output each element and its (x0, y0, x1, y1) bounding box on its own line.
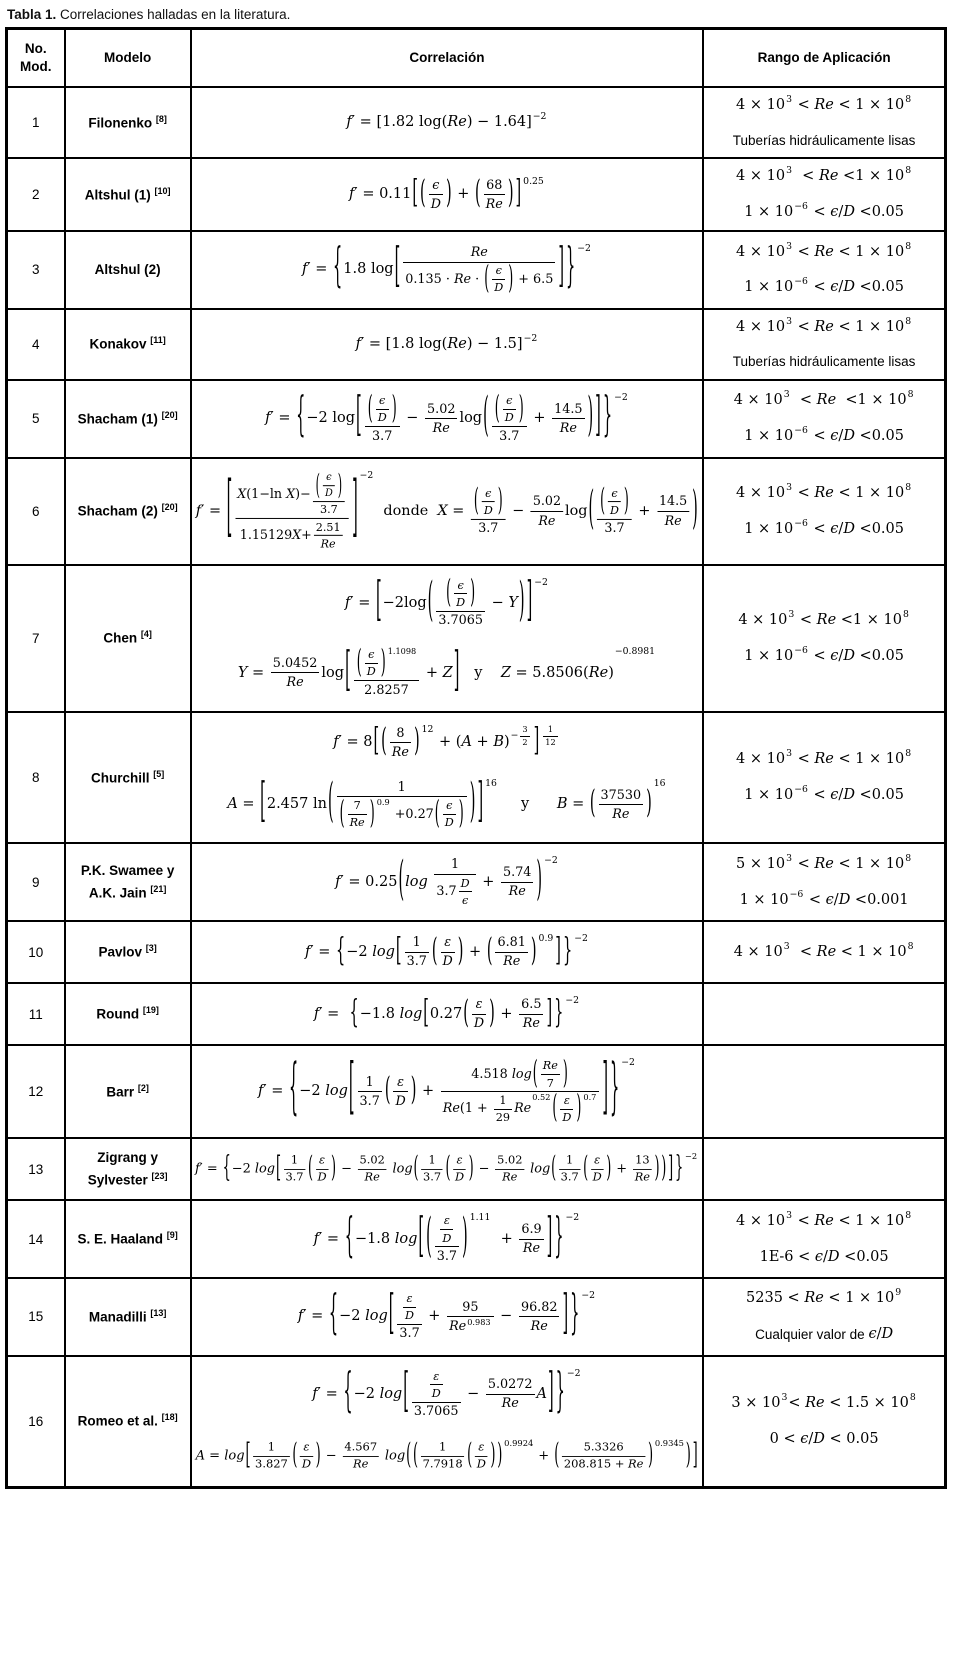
reference-superscript: [18] (161, 1412, 178, 1423)
reference-superscript: [23] (151, 1171, 168, 1182)
range-line: 1 × 10 −6 < ϵ/D <0.05 (744, 201, 904, 221)
cell-correlation (191, 231, 704, 309)
cell-application-range (703, 843, 945, 921)
range-line: 4 × 10 3 < Re <1 × 10 8 (738, 608, 909, 628)
cell-application-range (703, 158, 945, 231)
model-name-line: Shacham (1) [20] (77, 409, 178, 427)
range-line: 1 × 10 −6 < ϵ/D <0.05 (744, 425, 904, 445)
table-row (7, 921, 946, 983)
header-rango: Rango de Aplicación (703, 29, 945, 88)
range-line: 1 × 10 −6 < ϵ/D <0.05 (744, 276, 904, 296)
cell-model-number: 12 (7, 1045, 65, 1138)
cell-model-name (65, 158, 191, 231)
cell-correlation (191, 843, 704, 921)
cell-application-range (703, 983, 945, 1045)
cell-application-range (703, 87, 945, 158)
cell-model-number: 10 (7, 921, 65, 983)
table-row (7, 231, 946, 309)
formula-line: f′ = 0.25 ( log 1 3.7 D ϵ + 5.74 Re ) −2 (335, 855, 558, 907)
cell-application-range (703, 309, 945, 380)
cell-model-number: 3 (7, 231, 65, 309)
reference-superscript: [19] (142, 1005, 159, 1016)
model-name-line: Romeo et al. [18] (77, 1412, 178, 1429)
cell-correlation (191, 1356, 704, 1488)
range-line: Cualquier valor de ϵ/D (755, 1326, 894, 1343)
model-name-line: P.K. Swamee y (80, 862, 175, 878)
table-row (7, 1356, 946, 1488)
reference-superscript: [5] (153, 768, 165, 779)
table-row (7, 565, 946, 712)
cell-application-range (703, 921, 945, 983)
model-name-line: A.K. Jain [21] (88, 883, 167, 901)
cell-model-name (65, 712, 191, 844)
reference-superscript: [20] (161, 502, 178, 513)
header-modelo: Modelo (65, 29, 191, 88)
cell-model-number: 2 (7, 158, 65, 231)
range-line: 4 × 10 3 < Re < 1 × 10 8 (736, 1209, 912, 1229)
range-line: 0 < ϵ/D < 0.05 (769, 1430, 879, 1447)
model-name-line: Manadilli [13] (88, 1307, 167, 1325)
reference-superscript: [13] (150, 1307, 167, 1318)
reference-superscript: [10] (154, 185, 171, 196)
cell-application-range (703, 1200, 945, 1278)
cell-application-range (703, 231, 945, 309)
table-row (7, 458, 946, 565)
model-name-line: Chen [4] (103, 629, 152, 646)
cell-model-name (65, 1200, 191, 1278)
cell-application-range (703, 1356, 945, 1488)
model-name-line: Pavlov [3] (98, 943, 157, 960)
formula-line: f′ = [1.8 log (Re) − 1.5] −2 (355, 332, 538, 352)
cell-model-name (65, 1138, 191, 1200)
formula-line: f′ = { −2 log [ ε D 3.7 + 95 Re 0.983 − 96.82 Re ] } −2 (297, 1289, 596, 1342)
table-row (7, 380, 946, 458)
cell-model-number: 5 (7, 380, 65, 458)
table-row (7, 1200, 946, 1278)
model-name-line: Altshul (1) [10] (84, 185, 171, 203)
header-row (7, 29, 946, 88)
cell-model-name (65, 983, 191, 1045)
formula-line: f′ = 8 [ ( 8 Re ) 12 + (A + B) − 3 2 ] 1 12 (333, 723, 556, 760)
range-line: 1 × 10 −6 < ϵ/D <0.05 (744, 784, 904, 804)
range-line: 4 × 10 3 < Re < 1 × 10 8 (736, 481, 912, 501)
formula-line: f′ = { −2 log [ 1 3.7 ( ε D ) + 4.518 log ( Re 7 ) Re(1 + 1 29 Re 0.52 ( ε D ) 0.7 ] } −2 (257, 1055, 635, 1128)
range-line: 4 × 10 3 < Re < 1 × 10 8 (736, 94, 912, 113)
range-line: 4 × 10 3 < Re < 1 × 10 8 (733, 940, 914, 960)
reference-superscript: [2] (137, 1082, 149, 1093)
reference-superscript: [8] (155, 113, 167, 124)
cell-model-number: 8 (7, 712, 65, 844)
cell-model-name (65, 565, 191, 712)
model-name-line: S. E. Haaland [9] (77, 1230, 178, 1247)
table-row (7, 983, 946, 1045)
range-line: 4 × 10 3 < Re < 1 × 10 8 (736, 315, 912, 335)
cell-application-range (703, 712, 945, 844)
cell-correlation (191, 87, 704, 158)
cell-model-number: 9 (7, 843, 65, 921)
cell-model-number: 4 (7, 309, 65, 380)
range-line: Tuberías hidráulicamente lisas (732, 132, 916, 148)
cell-model-number: 14 (7, 1200, 65, 1278)
model-name-line: Barr [2] (106, 1082, 149, 1100)
cell-model-number: 13 (7, 1138, 65, 1200)
table-row (7, 843, 946, 921)
range-line: 1 × 10 −6 < ϵ/D <0.05 (744, 517, 904, 537)
cell-model-number: 15 (7, 1278, 65, 1356)
formula-line: f′ = [ X(1− ln X)− ( ϵ D ) 3.7 1.15129X+ 2.51 Re ] −2 donde X = ( ϵ D ) 3.7 − 5.02 Re log ( ( ϵ D ) 3.7 + 14.5 Re ) (195, 468, 698, 551)
table-row (7, 1278, 946, 1356)
caption-label: Tabla 1. (7, 7, 57, 22)
cell-model-number: 16 (7, 1356, 65, 1488)
reference-superscript: [20] (161, 409, 178, 420)
cell-model-name (65, 458, 191, 565)
cell-model-name (65, 231, 191, 309)
cell-model-number: 7 (7, 565, 65, 712)
cell-correlation (191, 1138, 704, 1200)
range-line: 1 E -6 < ϵ/D <0.05 (759, 1248, 889, 1265)
reference-superscript: [9] (166, 1230, 178, 1241)
caption-text: Correlaciones halladas en la literatura. (56, 7, 291, 22)
range-line: 3 × 10 3 < Re < 1.5 × 10 8 (731, 1392, 916, 1411)
cell-correlation (191, 565, 704, 712)
table-row (7, 712, 946, 844)
table-caption (7, 7, 949, 22)
range-line: 4 × 10 3 < Re <1 × 10 8 (736, 165, 912, 185)
cell-model-name (65, 380, 191, 458)
formula-line: f′ = { −1.8 log [ ( ε D 3.7 ) 1.11 + 6.9 Re ] } −2 (313, 1212, 580, 1264)
table-row (7, 1138, 946, 1200)
cell-application-range (703, 565, 945, 712)
table-header (7, 29, 946, 88)
range-line: 5235 < Re < 1 × 10 9 (746, 1287, 902, 1307)
formula-line: A = log [ 1 3.827 ( ε D ) − 4.567 Re log ( ( 1 7.7918 ( ε D ) ) 0.9924 + ( 5.3326 208.815 + Re ) 0.9345 ) ] (195, 1439, 698, 1472)
correlations-table (5, 27, 947, 1489)
cell-correlation (191, 309, 704, 380)
cell-model-number: 11 (7, 983, 65, 1045)
model-name-line: Round [19] (96, 1005, 159, 1022)
formula-line: f′ = { −2 log [ 1 3.7 ( ε D ) + ( 6.81 Re ) 0.9 ] } −2 (304, 933, 588, 970)
formula-line: f′ = { −2 log [ ( ϵ D ) 3.7 − 5.02 Re log ( ( ϵ D ) 3.7 + 14.5 Re ) ] } −2 (265, 390, 628, 444)
table-row (7, 87, 946, 158)
model-name-line: Churchill [5] (90, 768, 165, 786)
cell-correlation (191, 1200, 704, 1278)
range-line: 4 × 10 3 < Re < 1 × 10 8 (736, 748, 912, 768)
cell-model-name (65, 921, 191, 983)
cell-application-range (703, 1138, 945, 1200)
cell-correlation (191, 712, 704, 844)
model-name-line: Sylvester [23] (87, 1171, 168, 1188)
cell-application-range (703, 1045, 945, 1138)
model-name-line: Shacham (2) [20] (77, 502, 178, 519)
cell-correlation (191, 921, 704, 983)
cell-correlation (191, 380, 704, 458)
cell-model-name (65, 87, 191, 158)
cell-application-range (703, 380, 945, 458)
model-name-line: Altshul (2) (94, 261, 161, 277)
formula-line: f′ = 0.11 [ ( ϵ D ) + ( 68 Re ) ] 0.25 (349, 175, 544, 212)
model-name-line: Zigrang y (97, 1149, 158, 1165)
cell-correlation (191, 1045, 704, 1138)
cell-model-name (65, 1045, 191, 1138)
reference-superscript: [11] (150, 335, 166, 346)
model-name-line: Filonenko [8] (88, 113, 167, 131)
cell-application-range (703, 1278, 945, 1356)
range-line: 5 × 10 3 < Re < 1 × 10 8 (736, 852, 912, 872)
table-body (7, 87, 946, 1488)
cell-model-name (65, 1356, 191, 1488)
cell-model-name (65, 309, 191, 380)
table-row (7, 1045, 946, 1138)
cell-correlation (191, 983, 704, 1045)
formula-line: f′ = [1.82 log (Re) − 1.64] −2 (346, 111, 547, 131)
reference-superscript: [4] (140, 629, 152, 640)
cell-correlation (191, 158, 704, 231)
header-no-mod: No. Mod. (7, 29, 65, 88)
table-row (7, 158, 946, 231)
formula-line: A = [ 2.457 ln ( 1 ( 7 Re ) 0.9 +0.27 ( ϵ D ) ) ] 16 y B = ( 37530 Re ) 16 (227, 777, 666, 833)
table-row (7, 309, 946, 380)
cell-model-number: 1 (7, 87, 65, 158)
cell-model-name (65, 1278, 191, 1356)
cell-model-name (65, 843, 191, 921)
cell-correlation (191, 458, 704, 565)
range-line: Tuberías hidráulicamente lisas (732, 354, 916, 370)
reference-superscript: [3] (145, 943, 157, 954)
formula-line: Y = 5.0452 Re log [ ( ϵ D ) 1.1098 2.8257 + Z ] y Z = 5.8506(Re) −0.8981 (237, 644, 656, 698)
cell-model-number: 6 (7, 458, 65, 565)
formula-line: f′ = [ −2 log ( ( ϵ D ) 3.7065 − Y ) ] −2 (344, 575, 548, 629)
cell-correlation (191, 1278, 704, 1356)
range-line: 1 × 10 −6 < ϵ/D <0.05 (744, 644, 904, 664)
range-line: 1 × 10 −6 < ϵ/D <0.001 (739, 888, 909, 908)
reference-superscript: [21] (150, 883, 167, 894)
header-correlacion: Correlación (191, 29, 704, 88)
formula-line: f′ = { −2 log [ ε D 3.7065 − 5.0272 Re A ] } −2 (312, 1367, 581, 1419)
formula-line: f′ = { 1.8 log [ Re 0.135 · Re · ( ϵ D ) + 6.5 ] } −2 (301, 242, 591, 298)
formula-line: f′ = { −1.8 log [ 0.27 ( ε D ) + 6.5 Re ] } −2 (313, 995, 580, 1032)
model-name-line: Konakov [11] (89, 335, 166, 352)
range-line: 4 × 10 3 < Re <1 × 10 8 (733, 389, 914, 409)
cell-application-range (703, 458, 945, 565)
range-line: 4 × 10 3 < Re < 1 × 10 8 (736, 240, 912, 260)
formula-line: f′ = { −2 log [ 1 3.7 ( ε D ) − 5.02 Re log ( 1 3.7 ( ε D ) − 5.02 Re log ( 1 3.7 ( ε D ) + 13 Re ) ) ] } −2 (195, 1152, 698, 1185)
